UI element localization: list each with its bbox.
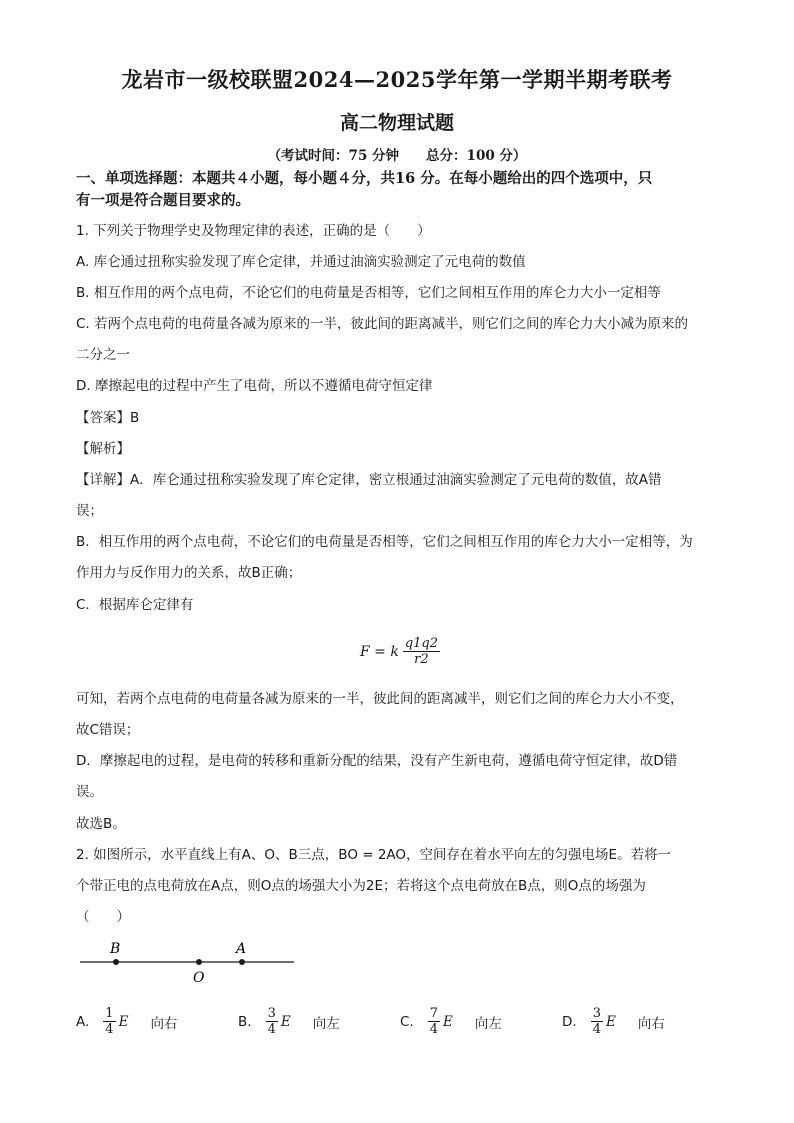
- label-o: O: [193, 970, 205, 986]
- q1-option-b: B. 相互作用的两个点电荷，不论它们的电荷量是否相等，它们之间相互作用的库仑力大小一定相等: [76, 285, 661, 301]
- section-heading-line1: 一、单项选择题：本题共４小题，每小题４分，共16 分。在每小题给出的四个选项中，只: [76, 170, 653, 187]
- coulomb-formula: [360, 636, 440, 667]
- formula-denominator: r2: [414, 652, 429, 667]
- q1-option-d: D. 摩擦起电的过程中产生了电荷，所以不遵循电荷守恒定律: [76, 378, 433, 394]
- q1-detail-9: 误。: [76, 784, 103, 800]
- q1-option-c-line2: 二分之一: [76, 347, 130, 363]
- q2-option-d[interactable]: D. $\frac{3}{4}$ E 向右: [562, 1006, 665, 1037]
- q1-detail-2: 误；: [76, 503, 103, 519]
- exam-title: 龙岩市一级校联盟2024—2025学年第一学期半期考联考: [121, 67, 673, 92]
- q1-detail-8: D．摩擦起电的过程，是电荷的转移和重新分配的结果，没有产生新电荷，遵循电荷守恒定律，故D错: [76, 753, 678, 769]
- q2-option-b[interactable]: B. $\frac{3}{4}$ E 向左: [238, 1006, 340, 1037]
- q1-detail-1: 【详解】A．库仑通过扭称实验发现了库仑定律，密立根通过油滴实验测定了元电荷的数值，故A错: [76, 472, 662, 488]
- q1-detail-3: B．相互作用的两个点电荷，不论它们的电荷量是否相等，它们之间相互作用的库仑力大小一定相等，为: [76, 534, 693, 550]
- q2-option-a[interactable]: A. $\frac{1}{4}$ E 向右: [76, 1006, 178, 1037]
- point-b-dot: [113, 959, 119, 965]
- q2-option-c[interactable]: C. $\frac{7}{4}$ E 向左: [400, 1006, 502, 1037]
- q1-stem: 1. 下列关于物理学史及物理定律的表述，正确的是（ ）: [76, 223, 431, 239]
- q1-option-a: A. 库仑通过扭称实验发现了库仑定律，并通过油滴实验测定了元电荷的数值: [76, 254, 526, 270]
- exam-info: （考试时间：75 分钟 总分：100 分）: [267, 148, 527, 164]
- q2-stem-line1: 2. 如图所示，水平直线上有A、O、B三点，BO = 2AO，空间存在着水平向左的匀强电场E。若将一: [76, 847, 672, 863]
- formula-lhs: F = k: [360, 643, 399, 660]
- q1-detail-6: 可知，若两个点电荷的电荷量各减为原来的一半，彼此间的距离减半，则它们之间的库仑力大小不变，: [76, 691, 684, 707]
- section-heading-line2: 有一项是符合题目要求的。: [76, 192, 250, 209]
- line-figure: [76, 935, 306, 990]
- q1-detail-10: 故选B。: [76, 816, 126, 832]
- q2-stem-line2: 个带正电的点电荷放在A点，则O点的场强大小为2E；若将这个点电荷放在B点，则O点的场强为: [76, 878, 646, 894]
- formula-numerator: q1q2: [404, 636, 439, 651]
- point-o-dot: [196, 959, 202, 965]
- q1-detail-7: 故C错误；: [76, 722, 140, 738]
- exam-subtitle: 高二物理试题: [339, 112, 454, 134]
- formula-fraction: [403, 636, 440, 667]
- q2-stem-line3: （ ）: [76, 909, 130, 925]
- label-a: A: [236, 941, 247, 957]
- q1-option-c-line1: C. 若两个点电荷的电荷量各减为原来的一半，彼此间的距离减半，则它们之间的库仑力大小减为原来的: [76, 316, 689, 332]
- label-b: B: [110, 941, 121, 957]
- q1-detail-4: 作用力与反作用力的关系，故B正确；: [76, 565, 302, 581]
- point-a-dot: [239, 959, 245, 965]
- q1-analysis-label: 【解析】: [76, 441, 130, 457]
- q1-detail-5: C．根据库仑定律有: [76, 597, 194, 613]
- q1-answer: 【答案】B: [76, 410, 140, 426]
